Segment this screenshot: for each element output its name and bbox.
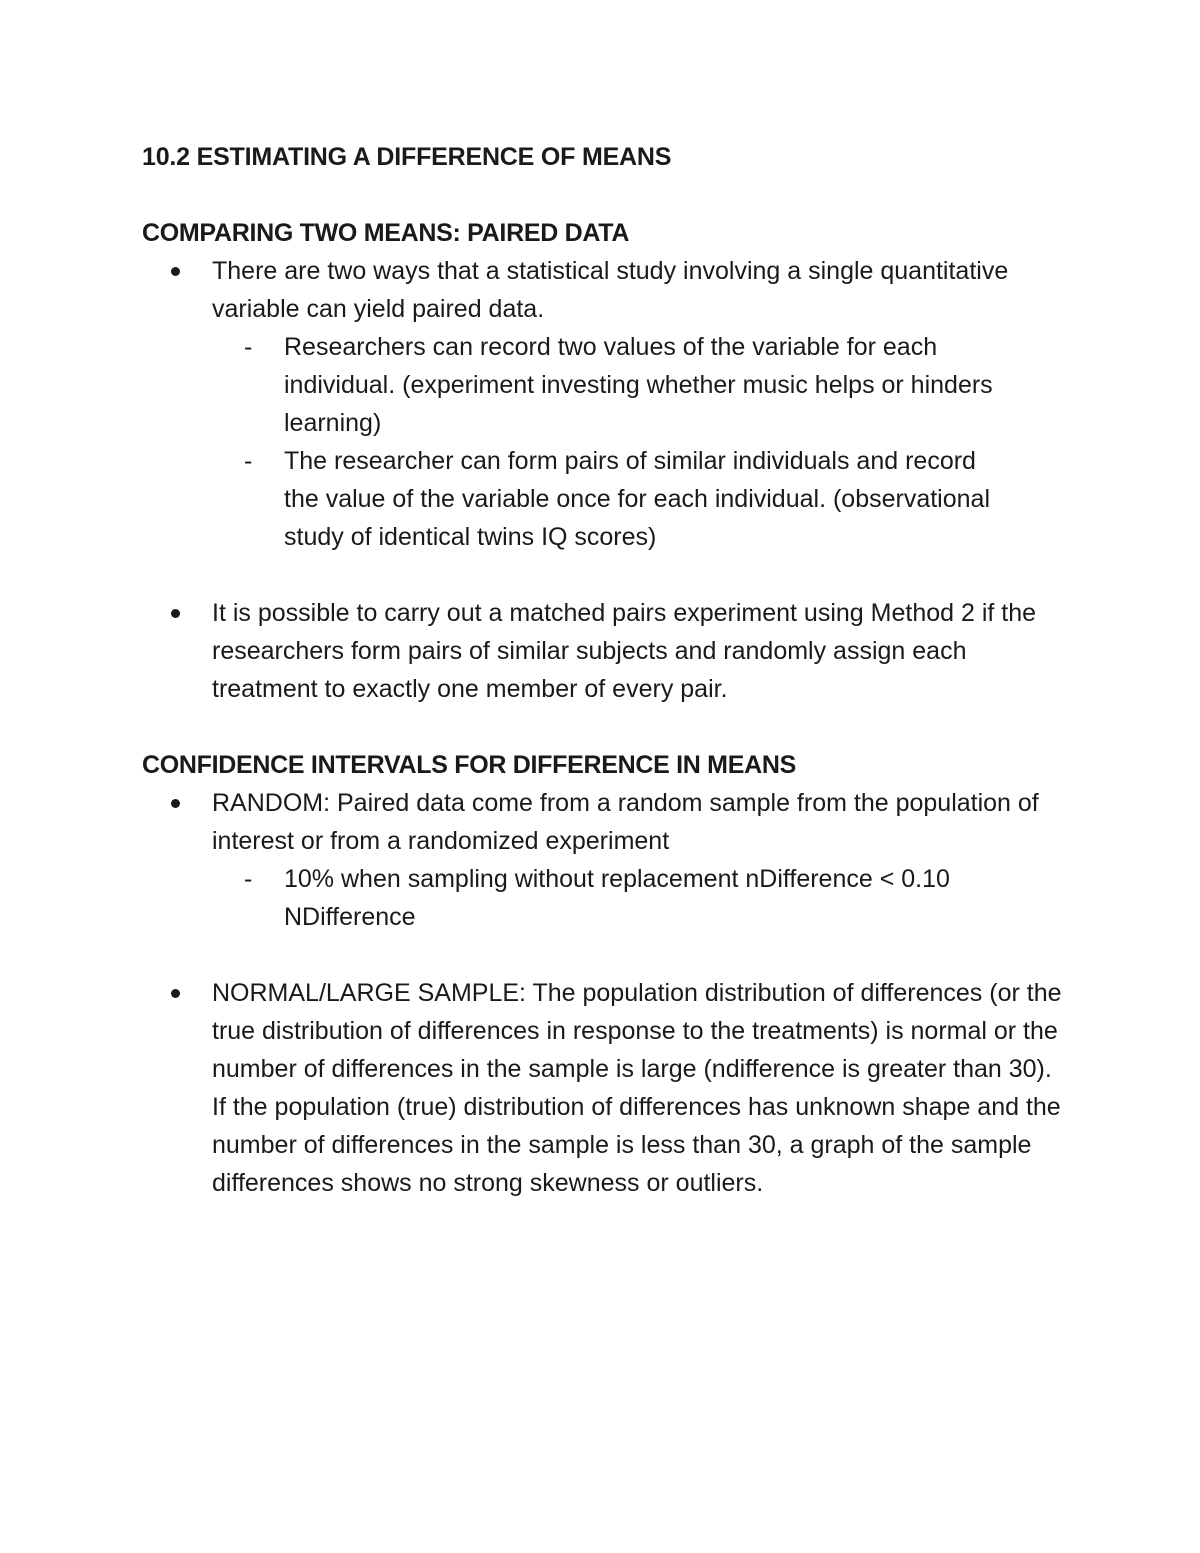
- bullet-list-confidence-intervals: [142, 784, 1082, 1202]
- list-item: [142, 974, 1082, 1202]
- bullet-icon: [171, 799, 180, 808]
- list-item-text: NORMAL/LARGE SAMPLE: The population distribution of differences (or the true distribution of differences in response to the treatments) is normal or the number of differences in the sample is large (ndifference is greater than 30). If the population (true) distribution of differences has unknown shape and the number of differences in the sample is less than 30, a graph of the sample differences shows no strong skewness or outliers.: [212, 979, 1062, 1197]
- list-item: [142, 252, 1082, 594]
- sub-list-item: [212, 328, 1014, 442]
- list-item-text: It is possible to carry out a matched pairs experiment using Method 2 if the researchers form pairs of similar subjects and randomly assign each treatment to exactly one member of every pair.: [212, 599, 1037, 703]
- bullet-icon: [171, 609, 180, 618]
- list-item: [142, 784, 1082, 974]
- dash-icon: -: [244, 333, 253, 361]
- page-title: 10.2 ESTIMATING A DIFFERENCE OF MEANS: [142, 143, 672, 171]
- bullet-icon: [171, 989, 180, 998]
- list-item-text: RANDOM: Paired data come from a random sample from the population of interest or from a randomized experiment: [212, 789, 1039, 855]
- sub-list-item-text: The researcher can form pairs of similar individuals and record the value of the variable once for each individual. (observational study of identical twins IQ scores): [284, 447, 990, 551]
- sub-list: [212, 860, 1082, 936]
- dash-icon: -: [244, 447, 253, 475]
- document-page: [142, 138, 1082, 1202]
- section-heading-paired-data: COMPARING TWO MEANS: PAIRED DATA: [142, 219, 630, 247]
- dash-icon: -: [244, 865, 253, 893]
- sub-list-item: [212, 442, 1014, 556]
- bullet-list-paired-data: [142, 252, 1082, 708]
- section-heading-confidence-intervals: CONFIDENCE INTERVALS FOR DIFFERENCE IN MEANS: [142, 751, 796, 779]
- sub-list: [212, 328, 1082, 556]
- bullet-icon: [171, 267, 180, 276]
- sub-list-item: [212, 860, 1014, 936]
- list-item: [142, 594, 1082, 708]
- sub-list-item-text: 10% when sampling without replacement nDifference < 0.10 NDifference: [284, 865, 950, 931]
- list-item-text: There are two ways that a statistical study involving a single quantitative variable can yield paired data.: [212, 257, 1009, 323]
- sub-list-item-text: Researchers can record two values of the variable for each individual. (experiment investing whether music helps or hinders learning): [284, 333, 993, 437]
